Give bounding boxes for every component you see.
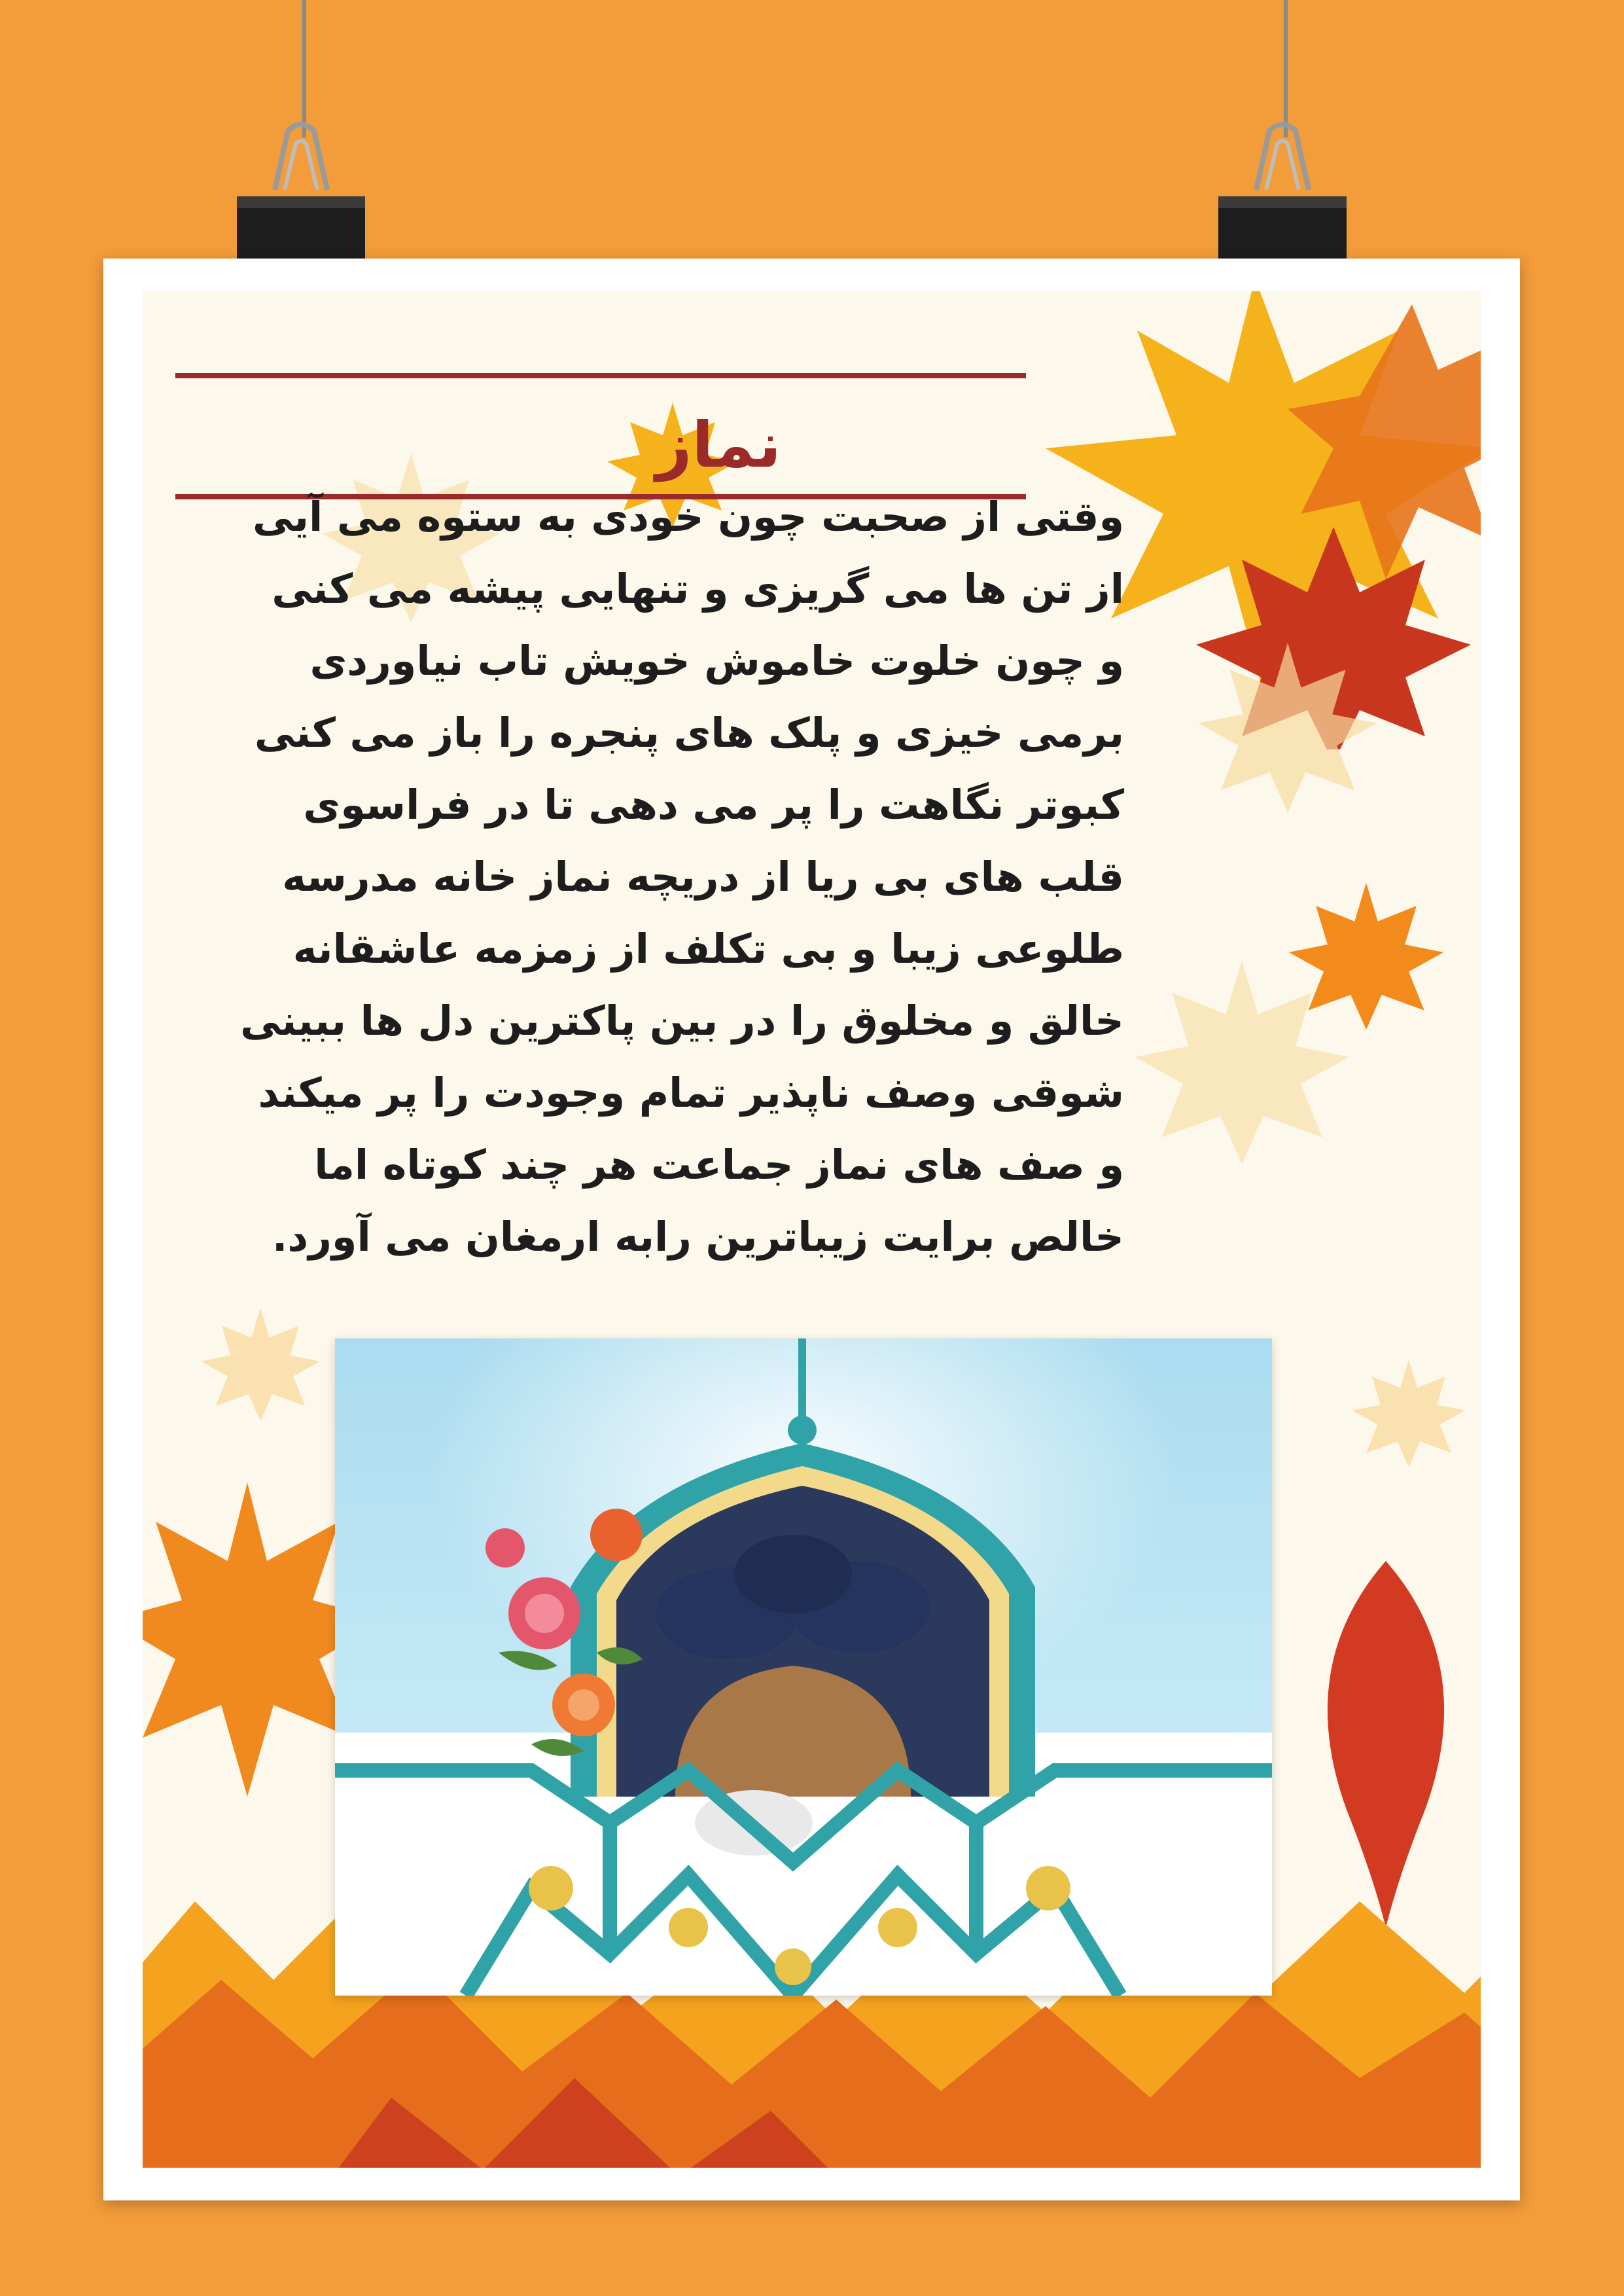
poster-frame: [103, 259, 1520, 2200]
poem-line: وقتی از صحبت چون خودی به ستوه می آیی: [252, 493, 1124, 541]
prayer-photo: [335, 1338, 1272, 1996]
hanging-string-left: [302, 0, 306, 137]
binder-clip-icon: [1217, 118, 1348, 275]
hanging-string-right: [1284, 0, 1288, 137]
maple-leaf-icon: [1347, 1352, 1471, 1469]
title-rule-top: [175, 373, 1026, 378]
binder-clip-icon: [236, 118, 366, 275]
poem-line: خالق و مخلوق را در بین پاکترین دل ها ببینی: [240, 997, 1124, 1045]
poem-line: شوقی وصف ناپذیر تمام وجودت را پر میکند: [258, 1069, 1124, 1117]
maple-leaf-icon: [195, 1299, 326, 1424]
poem-line: کبوتر نگاهت را پر می دهی تا در فراسوی: [303, 781, 1124, 829]
mosque-dome-icon: [335, 1338, 1272, 1996]
page-title: نماز: [656, 408, 781, 482]
maple-leaf-icon: [1124, 946, 1360, 1168]
poem-line: و چون خلوت خاموش خویش تاب نیاوردی: [309, 637, 1124, 685]
poem-line: و صف های نماز جماعت هر چند کوتاه اما: [314, 1141, 1124, 1189]
poem-line: برمی خیزی و پلک های پنجره را باز می کنی: [254, 709, 1124, 757]
poem-line: طلوعی زیبا و بی تکلف از زمزمه عاشقانه: [292, 925, 1124, 973]
maple-leaf-icon: [1190, 632, 1386, 815]
poem-text: [156, 481, 1124, 1273]
poem-line: خالص برایت زیباترین رابه ارمغان می آورد.: [272, 1213, 1124, 1261]
poem-line: از تن ها می گریزی و تنهایی پیشه می کنی: [272, 565, 1124, 613]
poem-line: قلب های بی ریا از دریچه نماز خانه مدرسه: [282, 853, 1124, 901]
poster-paper: [143, 291, 1481, 2168]
